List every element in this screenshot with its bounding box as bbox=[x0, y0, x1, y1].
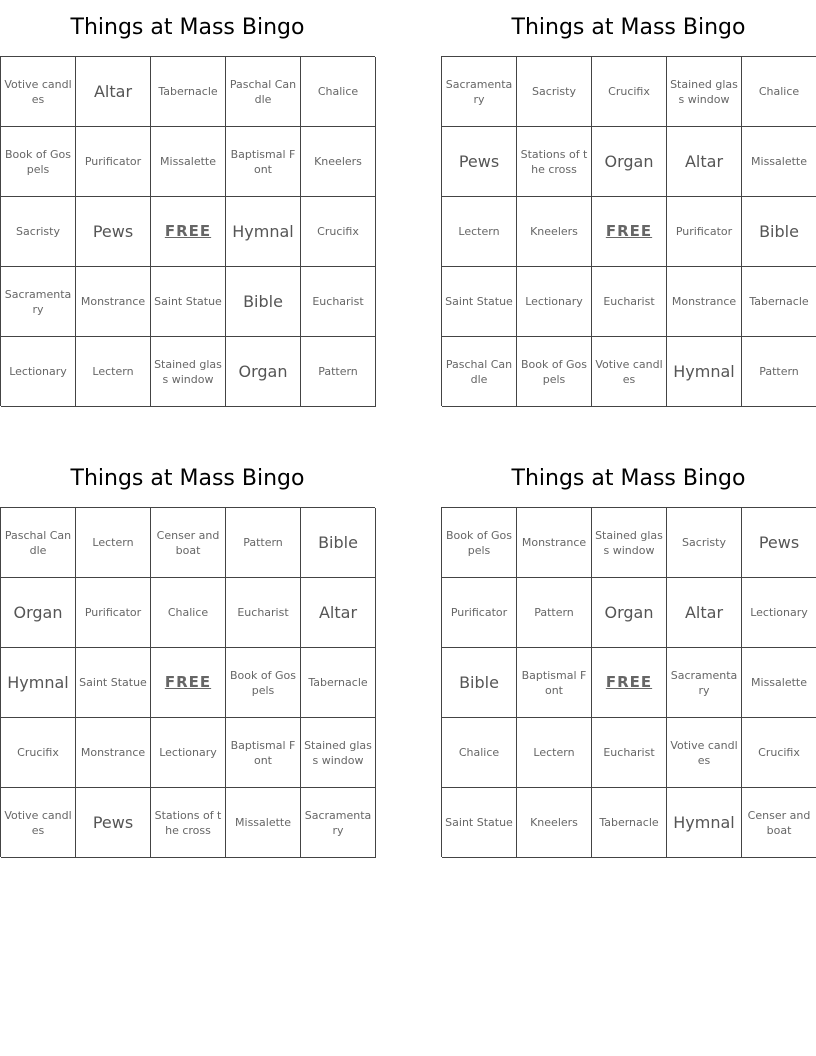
bingo-cell: Stained glass window bbox=[592, 508, 667, 578]
bingo-cell: Eucharist bbox=[592, 718, 667, 788]
bingo-cell: Organ bbox=[1, 578, 76, 648]
bingo-cell: Altar bbox=[667, 578, 742, 648]
bingo-cell: Tabernacle bbox=[592, 788, 667, 858]
bingo-cell: Lectionary bbox=[742, 578, 816, 648]
bingo-cell: Stations of the cross bbox=[517, 127, 592, 197]
bingo-cell: Sacristy bbox=[1, 197, 76, 267]
bingo-cell: Saint Statue bbox=[151, 267, 226, 337]
bingo-cell: Paschal Candle bbox=[1, 508, 76, 578]
bingo-cell: Stained glass window bbox=[667, 57, 742, 127]
bingo-cell: Baptismal Font bbox=[517, 648, 592, 718]
bingo-cell: Saint Statue bbox=[442, 788, 517, 858]
bingo-cell: Saint Statue bbox=[76, 648, 151, 718]
bingo-cell: Crucifix bbox=[592, 57, 667, 127]
bingo-cell: Book of Gospels bbox=[517, 337, 592, 407]
bingo-cell: Sacristy bbox=[667, 508, 742, 578]
bingo-cell: Chalice bbox=[301, 57, 376, 127]
bingo-cell: Paschal Candle bbox=[226, 57, 301, 127]
bingo-cell: Purificator bbox=[667, 197, 742, 267]
bingo-cell: Crucifix bbox=[1, 718, 76, 788]
bingo-cell: Tabernacle bbox=[301, 648, 376, 718]
bingo-cell: Eucharist bbox=[301, 267, 376, 337]
bingo-grid bbox=[441, 56, 816, 406]
bingo-cell: Pattern bbox=[742, 337, 816, 407]
bingo-card-2 bbox=[441, 0, 816, 406]
bingo-cell: Eucharist bbox=[592, 267, 667, 337]
bingo-cell: Organ bbox=[592, 127, 667, 197]
bingo-cell: Tabernacle bbox=[151, 57, 226, 127]
bingo-cell: Bible bbox=[226, 267, 301, 337]
card-title: Things at Mass Bingo bbox=[70, 466, 305, 491]
bingo-cell: Sacramentary bbox=[667, 648, 742, 718]
bingo-cell: Lectionary bbox=[1, 337, 76, 407]
bingo-cell: Lectionary bbox=[151, 718, 226, 788]
bingo-cell: Organ bbox=[592, 578, 667, 648]
bingo-cell: Monstrance bbox=[76, 718, 151, 788]
bingo-cell: Crucifix bbox=[301, 197, 376, 267]
bingo-cell: Lectern bbox=[442, 197, 517, 267]
bingo-cell: Altar bbox=[301, 578, 376, 648]
bingo-cell: Kneelers bbox=[517, 197, 592, 267]
bingo-cell: Hymnal bbox=[667, 337, 742, 407]
bingo-cell: Hymnal bbox=[226, 197, 301, 267]
bingo-cell: Monstrance bbox=[667, 267, 742, 337]
bingo-cell: Lectionary bbox=[517, 267, 592, 337]
bingo-cell: Altar bbox=[667, 127, 742, 197]
bingo-cell: Chalice bbox=[442, 718, 517, 788]
bingo-cell: Votive candles bbox=[592, 337, 667, 407]
bingo-grid bbox=[441, 507, 816, 857]
card-title: Things at Mass Bingo bbox=[511, 466, 746, 491]
bingo-cell: Sacramentary bbox=[1, 267, 76, 337]
free-space: FREE bbox=[151, 197, 226, 267]
bingo-cell: Baptismal Font bbox=[226, 718, 301, 788]
bingo-cell: Paschal Candle bbox=[442, 337, 517, 407]
bingo-cell: Hymnal bbox=[667, 788, 742, 858]
bingo-cell: Baptismal Font bbox=[226, 127, 301, 197]
free-space: FREE bbox=[151, 648, 226, 718]
bingo-cell: Bible bbox=[301, 508, 376, 578]
bingo-cell: Organ bbox=[226, 337, 301, 407]
bingo-cell: Chalice bbox=[742, 57, 816, 127]
bingo-cell: Pattern bbox=[517, 578, 592, 648]
bingo-cell: Crucifix bbox=[742, 718, 816, 788]
bingo-cell: Bible bbox=[742, 197, 816, 267]
bingo-cell: Purificator bbox=[76, 578, 151, 648]
bingo-cell: Book of Gospels bbox=[226, 648, 301, 718]
bingo-cell: Stations of the cross bbox=[151, 788, 226, 858]
bingo-cell: Stained glass window bbox=[301, 718, 376, 788]
bingo-cell: Lectern bbox=[517, 718, 592, 788]
bingo-card-1 bbox=[0, 0, 375, 406]
bingo-card-4 bbox=[441, 451, 816, 857]
bingo-cell: Pews bbox=[76, 197, 151, 267]
bingo-cell: Pews bbox=[76, 788, 151, 858]
free-space: FREE bbox=[592, 648, 667, 718]
bingo-cell: Tabernacle bbox=[742, 267, 816, 337]
bingo-cell: Pattern bbox=[226, 508, 301, 578]
bingo-cell: Saint Statue bbox=[442, 267, 517, 337]
card-title: Things at Mass Bingo bbox=[511, 15, 746, 40]
bingo-cell: Censer and boat bbox=[151, 508, 226, 578]
bingo-cell: Book of Gospels bbox=[1, 127, 76, 197]
bingo-cell: Missalette bbox=[742, 127, 816, 197]
bingo-cell: Votive candles bbox=[1, 788, 76, 858]
bingo-cell: Votive candles bbox=[667, 718, 742, 788]
bingo-cell: Monstrance bbox=[517, 508, 592, 578]
card-title: Things at Mass Bingo bbox=[70, 15, 305, 40]
bingo-cell: Sacramentary bbox=[442, 57, 517, 127]
bingo-cell: Stained glass window bbox=[151, 337, 226, 407]
bingo-cell: Altar bbox=[76, 57, 151, 127]
bingo-card-3 bbox=[0, 451, 375, 857]
bingo-cell: Chalice bbox=[151, 578, 226, 648]
bingo-cell: Missalette bbox=[226, 788, 301, 858]
bingo-cell: Lectern bbox=[76, 337, 151, 407]
bingo-cell: Purificator bbox=[76, 127, 151, 197]
bingo-cell: Pews bbox=[442, 127, 517, 197]
bingo-cell: Purificator bbox=[442, 578, 517, 648]
bingo-cell: Lectern bbox=[76, 508, 151, 578]
bingo-cell: Sacristy bbox=[517, 57, 592, 127]
bingo-cell: Bible bbox=[442, 648, 517, 718]
bingo-cell: Pattern bbox=[301, 337, 376, 407]
bingo-cell: Hymnal bbox=[1, 648, 76, 718]
free-space: FREE bbox=[592, 197, 667, 267]
bingo-cell: Sacramentary bbox=[301, 788, 376, 858]
bingo-cell: Eucharist bbox=[226, 578, 301, 648]
bingo-grid bbox=[0, 56, 375, 406]
bingo-cell: Votive candles bbox=[1, 57, 76, 127]
bingo-cell: Missalette bbox=[151, 127, 226, 197]
bingo-cell: Kneelers bbox=[517, 788, 592, 858]
bingo-cell: Missalette bbox=[742, 648, 816, 718]
bingo-cell: Book of Gospels bbox=[442, 508, 517, 578]
bingo-cell: Pews bbox=[742, 508, 816, 578]
bingo-cell: Monstrance bbox=[76, 267, 151, 337]
bingo-grid bbox=[0, 507, 375, 857]
bingo-cell: Kneelers bbox=[301, 127, 376, 197]
bingo-cell: Censer and boat bbox=[742, 788, 816, 858]
